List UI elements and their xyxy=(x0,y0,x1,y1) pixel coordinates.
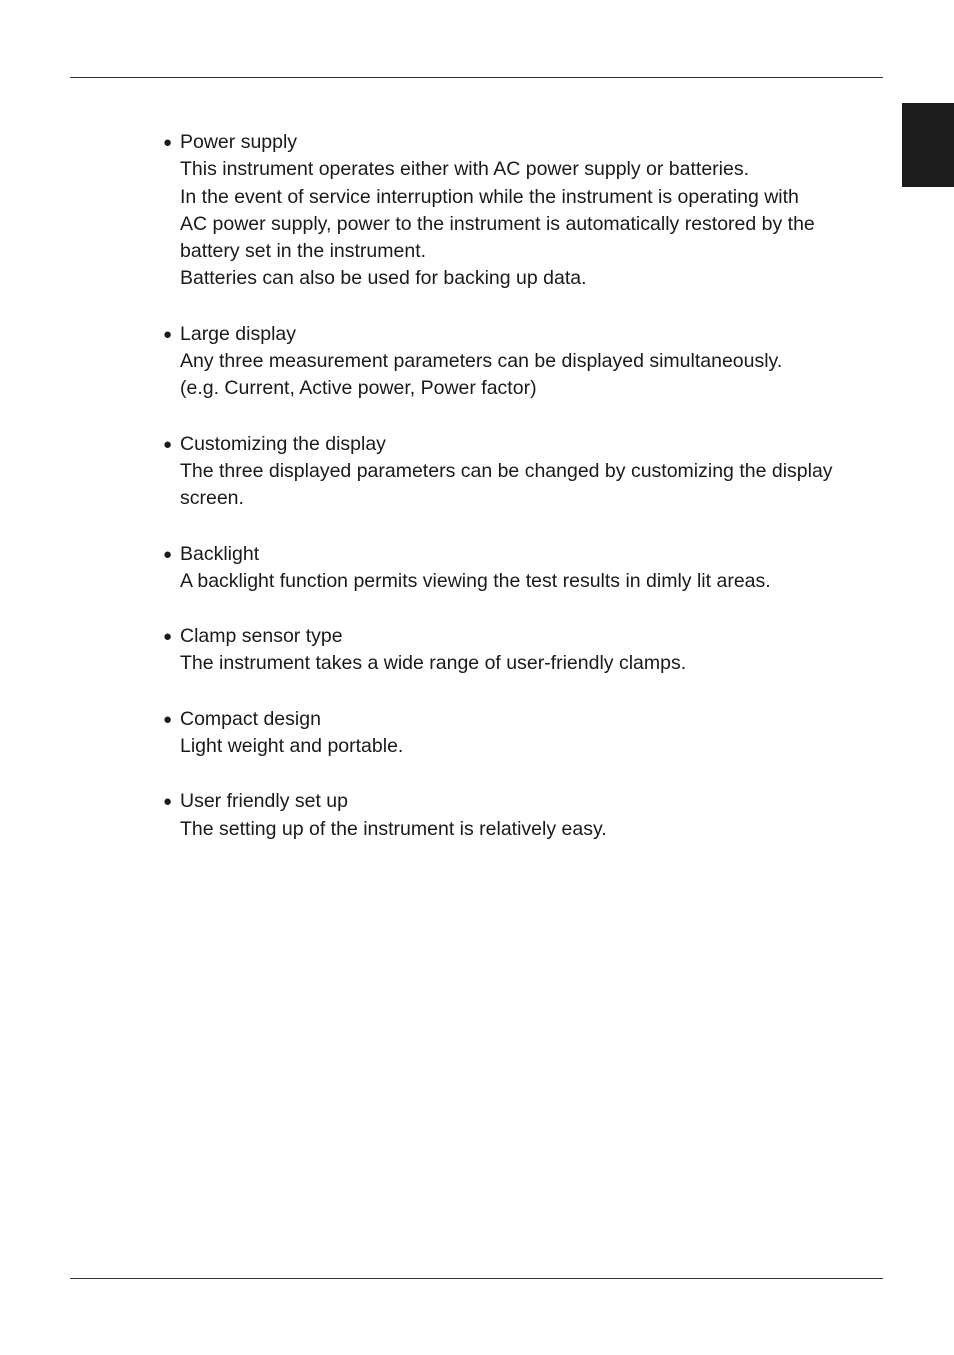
bullet-icon: ● xyxy=(163,134,173,151)
bullet-icon: ● xyxy=(163,793,173,811)
bullet-icon: ● xyxy=(163,628,173,646)
feature-large-display xyxy=(163,321,873,403)
description-line: Any three measurement parameters can be displayed simultaneously. xyxy=(180,350,783,373)
feature-title: User friendly set up xyxy=(180,790,348,813)
feature-backlight xyxy=(163,541,873,596)
feature-list xyxy=(163,129,873,871)
feature-title: Backlight xyxy=(180,542,260,565)
bullet-icon: ● xyxy=(163,545,173,563)
bullet-icon: ● xyxy=(163,435,173,453)
description-line: Light weight and portable. xyxy=(180,735,404,758)
feature-description xyxy=(180,568,873,595)
description-line: The instrument takes a wide range of user-friendly clamps. xyxy=(180,652,687,675)
feature-title: Customizing the display xyxy=(180,432,386,455)
feature-customizing-display xyxy=(163,431,873,513)
description-line: A backlight function permits viewing the test results in dimly lit areas. xyxy=(180,569,771,592)
description-line: battery set in the instrument. xyxy=(180,240,427,263)
feature-description xyxy=(180,816,873,843)
description-line: screen. xyxy=(180,487,244,510)
feature-user-friendly-set-up xyxy=(163,788,873,843)
bullet-icon: ● xyxy=(163,325,173,343)
footer-rule xyxy=(70,1278,883,1279)
feature-title: Large display xyxy=(180,322,296,345)
feature-title: Clamp sensor type xyxy=(180,625,343,648)
description-line: Batteries can also be used for backing up data. xyxy=(180,267,587,290)
feature-description xyxy=(180,348,873,403)
feature-title: Compact design xyxy=(180,707,321,730)
description-line: This instrument operates either with AC power supply or batteries. xyxy=(180,158,750,181)
description-line: The setting up of the instrument is relatively easy. xyxy=(180,817,607,840)
feature-compact-design xyxy=(163,706,873,761)
feature-description xyxy=(180,650,873,677)
bullet-icon: ● xyxy=(163,710,173,728)
feature-title: Power supply xyxy=(180,131,298,153)
feature-description xyxy=(180,156,873,292)
feature-description xyxy=(180,733,873,760)
description-line: In the event of service interruption while the instrument is operating with xyxy=(180,185,799,208)
feature-power-supply xyxy=(163,129,873,293)
feature-description xyxy=(180,458,873,513)
header-rule xyxy=(70,77,883,78)
feature-clamp-sensor-type xyxy=(163,623,873,678)
chapter-tab-marker xyxy=(902,103,954,187)
description-line: AC power supply, power to the instrument is automatically restored by the xyxy=(180,212,815,235)
description-line: The three displayed parameters can be changed by customizing the display xyxy=(180,459,833,482)
description-line: (e.g. Current, Active power, Power factor) xyxy=(180,377,537,400)
